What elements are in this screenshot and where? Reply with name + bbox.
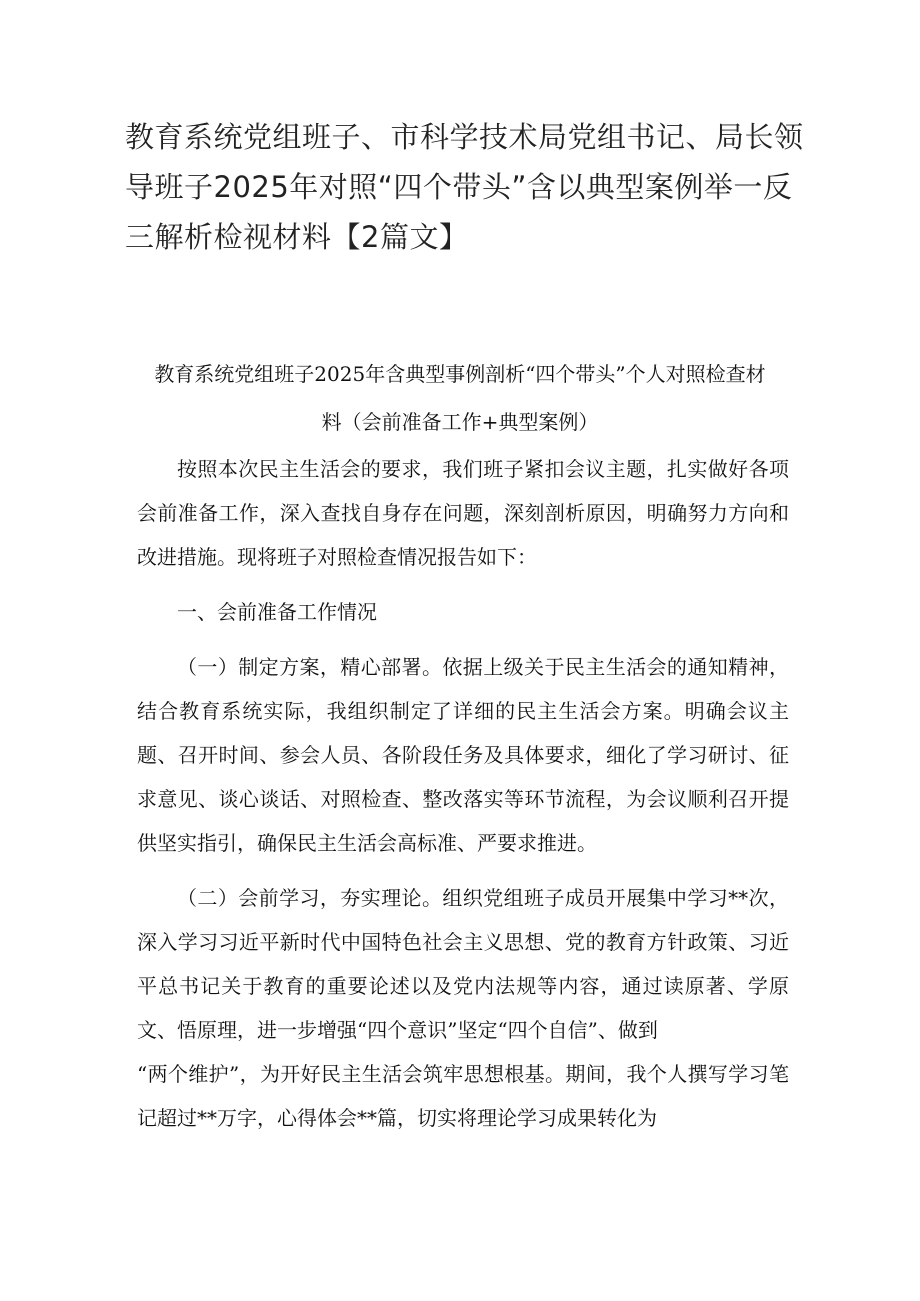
section-heading: 一、会前准备工作情况 <box>177 600 377 624</box>
document-body <box>137 447 789 1140</box>
item-paragraph-2-continued: “两个维护”，为开好民主生活会筑牢思想根基。期间，我个人撰写学习笔记超过**万字，心得体会**篇，切实将理论学习成果转化为 <box>137 1062 789 1130</box>
item-paragraph-1: （一）制定方案，精心部署。依据上级关于民主生活会的通知精神，结合教育系统实际，我组织制定了详细的民主生活会方案。明确会议主题、召开时间、参会人员、各阶段任务及具体要求，细化了学习研讨、征求意见、谈心谈话、对照检查、整改落实等环节流程，为会议顺利召开提供坚实指引，确保民主生活会高标准、严要求推进。 <box>137 655 789 855</box>
item-paragraph-2: （二）会前学习，夯实理论。组织党组班子成员开展集中学习**次，深入学习习近平新时代中国特色社会主义思想、党的教育方针政策、习近平总书记关于教育的重要论述以及党内法规等内容，通过读原著、学原文、悟原理，进一步增强“四个意识”坚定“四个自信”、做到 <box>137 886 789 1042</box>
document-subtitle: 教育系统党组班子2025年含典型事例剖析“四个带头”个人对照检查材料（会前准备工作+典型案例） <box>154 362 766 434</box>
intro-paragraph: 按照本次民主生活会的要求，我们班子紧扣会议主题，扎实做好各项会前准备工作，深入查找自身存在问题，深刻剖析原因，明确努力方向和改进措施。现将班子对照检查情况报告如下： <box>137 457 789 569</box>
document-title: 教育系统党组班子、市科学技术局党组书记、局长领导班子2025年对照“四个带头”含以典型案例举一反三解析检视材料【2篇文】 <box>125 120 804 254</box>
